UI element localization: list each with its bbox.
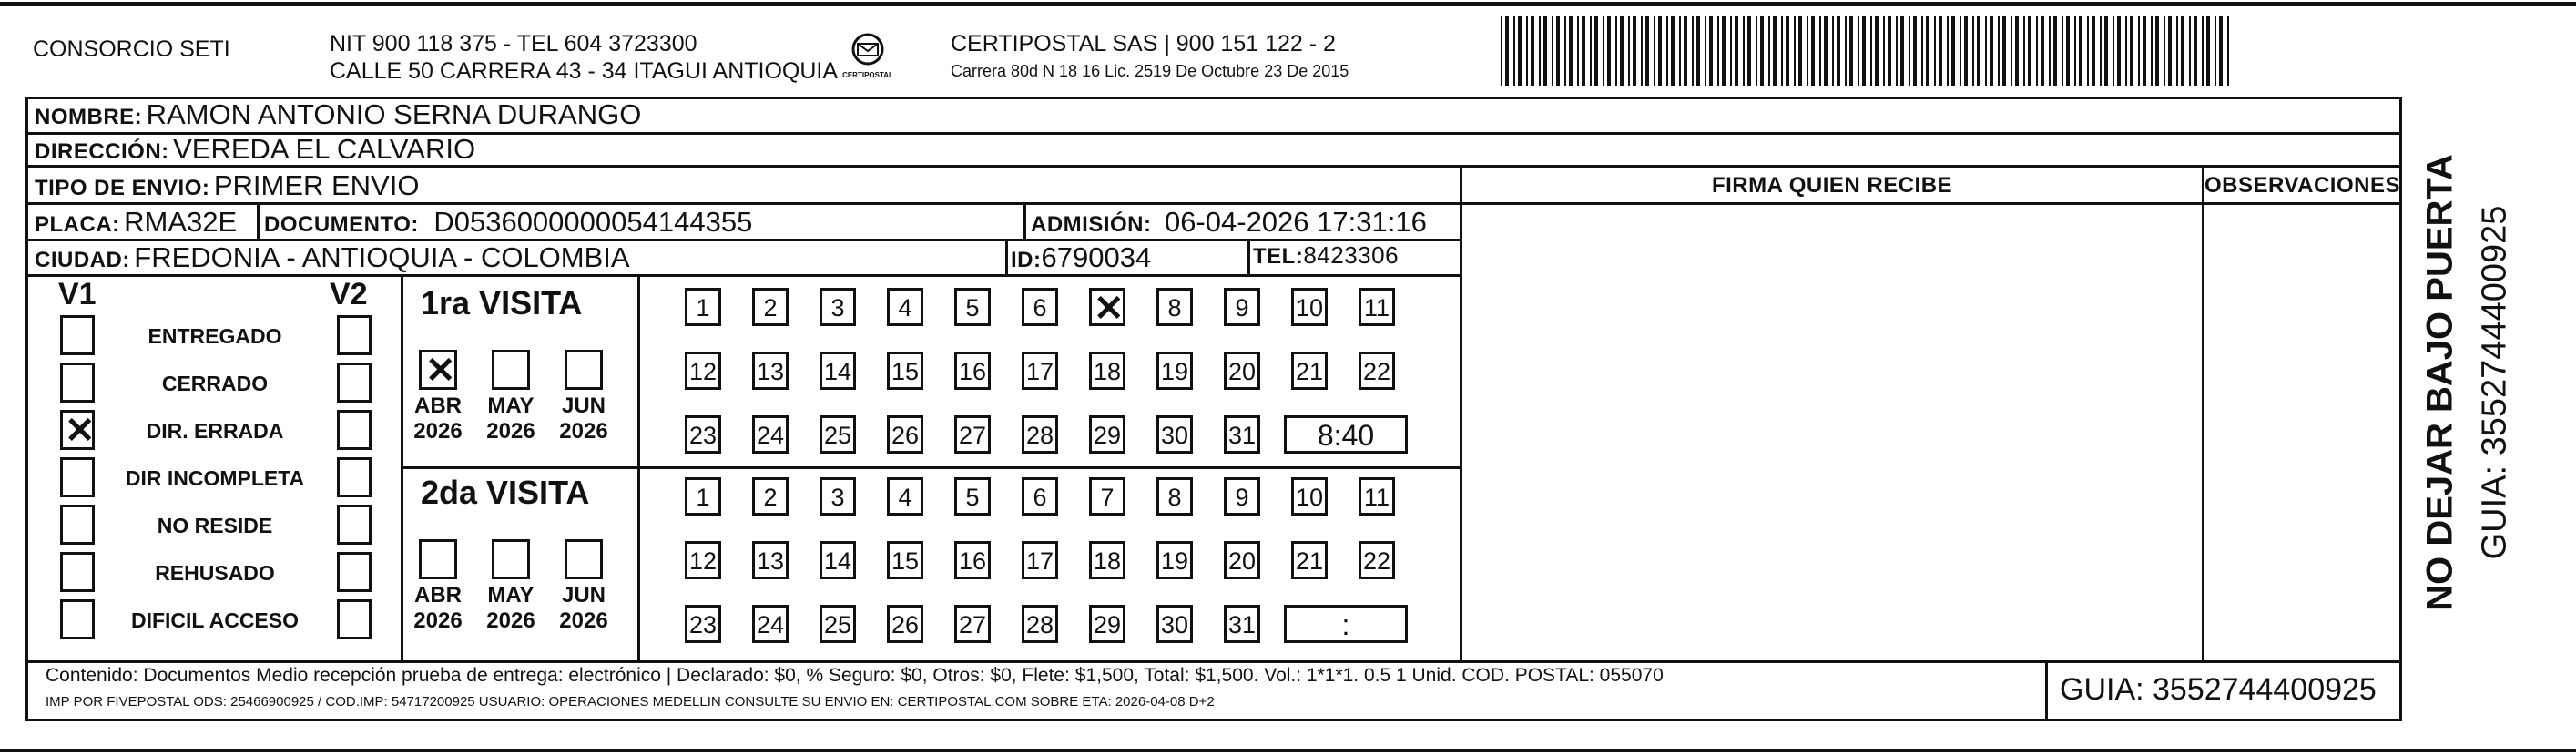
divider-tel xyxy=(1247,239,1250,274)
barcode-bar xyxy=(2176,16,2178,86)
day-box[interactable]: 26 xyxy=(887,415,923,454)
visit-1-title: 1ra VISITA xyxy=(421,284,583,322)
barcode-bar xyxy=(1526,16,1528,86)
year-label: 2026 xyxy=(486,608,535,633)
month-checkbox[interactable] xyxy=(492,350,530,390)
v2-checkbox[interactable] xyxy=(337,410,372,450)
barcode-bar xyxy=(1501,16,1502,86)
barcode-bar xyxy=(1692,16,1694,86)
status-label: ENTREGADO xyxy=(148,324,282,348)
barcode-bar xyxy=(2194,16,2197,86)
barcode-bar xyxy=(2074,16,2076,86)
barcode-bar xyxy=(1615,16,1617,86)
barcode-bar xyxy=(1858,16,1859,86)
month-label: JUN xyxy=(561,583,606,608)
day-box[interactable]: 13 xyxy=(752,352,789,390)
day-box[interactable]: 9 xyxy=(1224,288,1260,326)
barcode-bar xyxy=(1722,16,1726,86)
barcode-bar xyxy=(1696,16,1700,86)
day-box[interactable]: 20 xyxy=(1224,352,1260,390)
ciudad-value: FREDONIA - ANTIOQUIA - COLOMBIA xyxy=(134,241,630,273)
day-box[interactable]: 14 xyxy=(820,541,856,579)
barcode-bar xyxy=(2066,16,2070,86)
v1-checkbox[interactable] xyxy=(60,315,95,355)
firma-header: FIRMA QUIEN RECIBE xyxy=(1711,173,1953,198)
barcode-bar xyxy=(1947,16,1949,86)
day-box[interactable]: 26 xyxy=(887,605,923,643)
barcode-bar xyxy=(1896,16,1898,86)
day-box[interactable]: 4 xyxy=(887,477,923,516)
barcode-bar xyxy=(2164,16,2165,86)
barcode-bar xyxy=(2100,16,2102,86)
barcode-bar xyxy=(1862,16,1866,86)
documento-value: D0536000000054144355 xyxy=(433,206,753,238)
barcode xyxy=(1501,16,2229,86)
day-box[interactable]: 25 xyxy=(820,605,856,643)
day-box[interactable]: 28 xyxy=(1022,605,1058,643)
barcode-bar xyxy=(1939,16,1942,86)
barcode-bar xyxy=(1577,16,1579,86)
documento-label: DOCUMENTO: xyxy=(264,212,419,237)
barcode-bar xyxy=(2028,16,2031,86)
certipostal-line: CERTIPOSTAL SAS | 900 151 122 - 2 xyxy=(951,31,1336,56)
barcode-bar xyxy=(2219,16,2223,86)
license-line: Carrera 80d N 18 16 Lic. 2519 De Octubre 23 De 2015 xyxy=(951,62,1349,80)
day-box[interactable]: 29 xyxy=(1089,415,1125,454)
check-mark-icon: ✕ xyxy=(425,351,456,391)
side-guia: GUIA: 3552744400925 xyxy=(2475,205,2514,560)
barcode-bar xyxy=(2092,16,2095,86)
barcode-bar xyxy=(1773,16,1777,86)
barcode-bar xyxy=(2049,16,2051,86)
barcode-bar xyxy=(2189,16,2191,86)
barcode-bar xyxy=(1654,16,1655,86)
day-box[interactable]: 19 xyxy=(1156,352,1193,390)
barcode-bar xyxy=(2151,16,2153,86)
bottom-rule xyxy=(0,749,2576,752)
check-mark-icon: ✕ xyxy=(65,411,96,451)
year-label: 2026 xyxy=(486,419,535,444)
v1-checkbox[interactable] xyxy=(60,410,95,450)
v2-checkbox[interactable] xyxy=(337,315,372,355)
day-box[interactable]: 29 xyxy=(1089,605,1125,643)
day-box[interactable]: 1 xyxy=(685,288,721,326)
day-box[interactable]: 12 xyxy=(685,541,721,579)
barcode-bar xyxy=(1645,16,1649,86)
barcode-bar xyxy=(1807,16,1808,86)
day-box[interactable]: 2 xyxy=(752,288,789,326)
barcode-bar xyxy=(2041,16,2044,86)
time-field[interactable]: : xyxy=(1284,605,1408,643)
v2-checkbox[interactable] xyxy=(337,552,372,592)
v2-checkbox[interactable] xyxy=(337,457,372,497)
id-value: 6790034 xyxy=(1041,241,1152,273)
logo-text: CERTIPOSTAL xyxy=(842,71,893,79)
barcode-bar xyxy=(1735,16,1738,86)
barcode-bar xyxy=(1781,16,1783,86)
barcode-bar xyxy=(1849,16,1853,86)
barcode-bar xyxy=(1505,16,1509,86)
id-field xyxy=(1011,241,1151,274)
certipostal-logo xyxy=(836,31,900,84)
admision-label: ADMISIÓN: xyxy=(1031,212,1152,237)
v2-checkbox[interactable] xyxy=(337,363,372,403)
barcode-bar xyxy=(1717,16,1719,86)
barcode-bar xyxy=(1832,16,1834,86)
ciudad-label: CIUDAD: xyxy=(35,248,130,272)
barcode-bar xyxy=(2011,16,2012,86)
nit-line: NIT 900 118 375 - TEL 604 3723300 xyxy=(330,31,697,56)
day-box[interactable]: 20 xyxy=(1224,541,1260,579)
barcode-bar xyxy=(1633,16,1636,86)
barcode-bar xyxy=(1756,16,1757,86)
barcode-bar xyxy=(2138,16,2140,86)
barcode-bar xyxy=(1641,16,1643,86)
line-visits-divider xyxy=(401,466,1462,469)
nombre-field xyxy=(35,98,641,131)
barcode-bar xyxy=(2036,16,2038,86)
status-label: CERRADO xyxy=(161,372,269,395)
barcode-bar xyxy=(1582,16,1585,86)
admision-field xyxy=(1031,206,1427,239)
barcode-bar xyxy=(2202,16,2204,86)
barcode-bar xyxy=(2079,16,2082,86)
day-box[interactable]: 11 xyxy=(1359,477,1395,516)
month-label: ABR xyxy=(414,583,462,608)
v1-checkbox[interactable] xyxy=(60,599,95,639)
day-box[interactable]: 27 xyxy=(954,415,991,454)
status-label: NO RESIDE xyxy=(157,514,273,537)
barcode-bar xyxy=(1951,16,1955,86)
year-label: 2026 xyxy=(559,608,608,633)
barcode-bar xyxy=(1964,16,1968,86)
day-box[interactable]: 1 xyxy=(685,477,721,516)
day-box[interactable]: 14 xyxy=(820,352,856,390)
id-label: ID: xyxy=(1011,248,1042,272)
line-ciudad-bottom xyxy=(25,274,1462,277)
divider-firma xyxy=(1460,165,1462,660)
day-box[interactable]: 3 xyxy=(820,477,856,516)
tel-value: 8423306 xyxy=(1303,241,1400,269)
content-line: Contenido: Documentos Medio recepción prueba de entrega: electrónico | Declarado: $0, % Seguro: $0, Otros: $0, Flete: $1,500, Total: $1,500. Vol.: 1*1*1. 0.5 1 Unid. COD. POSTAL: 055070 xyxy=(46,665,1664,686)
day-box[interactable]: 8 xyxy=(1156,288,1193,326)
day-box[interactable]: 16 xyxy=(954,541,991,579)
day-box[interactable]: 17 xyxy=(1022,352,1058,390)
barcode-bar xyxy=(1603,16,1604,86)
month-label: MAY xyxy=(487,583,535,608)
day-box[interactable]: 3 xyxy=(820,288,856,326)
barcode-bar xyxy=(1658,16,1662,86)
year-label: 2026 xyxy=(559,419,608,444)
barcode-bar xyxy=(2206,16,2210,86)
day-box[interactable]: 11 xyxy=(1359,288,1395,326)
barcode-bar xyxy=(1926,16,1929,86)
v1-checkbox[interactable] xyxy=(60,505,95,545)
divider-observaciones xyxy=(2202,165,2204,660)
year-label: 2026 xyxy=(413,419,463,444)
day-box[interactable]: 17 xyxy=(1022,541,1058,579)
visit-2-title: 2da VISITA xyxy=(421,474,590,511)
barcode-bar xyxy=(1730,16,1732,86)
tipo-value: PRIMER ENVIO xyxy=(213,169,420,201)
day-box[interactable]: 21 xyxy=(1291,352,1328,390)
day-box[interactable]: 8 xyxy=(1156,477,1193,516)
barcode-bar xyxy=(1552,16,1553,86)
tipo-field xyxy=(35,169,419,202)
barcode-bar xyxy=(1913,16,1917,86)
line-tipo-bottom xyxy=(25,202,1462,205)
barcode-bar xyxy=(2002,16,2006,86)
day-box[interactable]: 2 xyxy=(752,477,789,516)
v1-header: V1 xyxy=(58,277,97,312)
day-box[interactable] xyxy=(1089,288,1125,329)
barcode-bar xyxy=(1518,16,1522,86)
v1-checkbox[interactable] xyxy=(60,552,95,592)
documento-field xyxy=(264,206,752,239)
direccion-value: VEREDA EL CALVARIO xyxy=(173,133,476,165)
day-box[interactable]: 22 xyxy=(1359,352,1395,390)
barcode-bar xyxy=(2104,16,2108,86)
v1-checkbox[interactable] xyxy=(60,363,95,403)
barcode-bar xyxy=(1888,16,1891,86)
day-box[interactable]: 13 xyxy=(752,541,789,579)
top-rule xyxy=(0,2,2576,6)
day-box[interactable]: 24 xyxy=(752,415,789,454)
barcode-bar xyxy=(1811,16,1815,86)
placa-field xyxy=(35,206,237,239)
barcode-bar xyxy=(1819,16,1821,86)
barcode-bar xyxy=(1921,16,1923,86)
day-box[interactable]: 23 xyxy=(685,415,721,454)
barcode-bar xyxy=(1977,16,1980,86)
day-box[interactable]: 19 xyxy=(1156,541,1193,579)
barcode-bar xyxy=(2015,16,2019,86)
day-box[interactable]: 30 xyxy=(1156,605,1193,643)
day-box[interactable]: 21 xyxy=(1291,541,1328,579)
status-label: DIR INCOMPLETA xyxy=(125,466,305,490)
address-line: CALLE 50 CARRERA 43 - 34 ITAGUI ANTIOQUIA xyxy=(330,58,839,84)
day-box[interactable]: 16 xyxy=(954,352,991,390)
day-box[interactable]: 10 xyxy=(1291,477,1328,516)
barcode-bar xyxy=(2087,16,2089,86)
barcode-bar xyxy=(1768,16,1770,86)
barcode-bar xyxy=(1883,16,1885,86)
barcode-bar xyxy=(2143,16,2146,86)
status-label: REHUSADO xyxy=(155,561,275,585)
ciudad-field xyxy=(35,241,630,274)
barcode-bar xyxy=(2168,16,2172,86)
placa-value: RMA32E xyxy=(124,206,238,238)
barcode-bar xyxy=(1824,16,1828,86)
barcode-bar xyxy=(2181,16,2184,86)
barcode-bar xyxy=(1594,16,1598,86)
day-box[interactable]: 18 xyxy=(1089,352,1125,390)
month-checkbox[interactable] xyxy=(565,350,603,390)
month-label: MAY xyxy=(487,393,535,418)
barcode-bar xyxy=(1934,16,1936,86)
barcode-bar xyxy=(1794,16,1796,86)
barcode-bar xyxy=(1543,16,1547,86)
barcode-bar xyxy=(2227,16,2229,86)
barcode-bar xyxy=(2117,16,2121,86)
barcode-bar xyxy=(1998,16,2000,86)
day-box[interactable]: 15 xyxy=(887,541,923,579)
day-box[interactable]: 6 xyxy=(1022,288,1058,326)
company-name: CONSORCIO SETI xyxy=(33,36,230,62)
barcode-bar xyxy=(1786,16,1789,86)
placa-label: PLACA: xyxy=(35,212,120,237)
barcode-bar xyxy=(1620,16,1624,86)
divider-guia xyxy=(2045,660,2048,721)
barcode-bar xyxy=(1747,16,1751,86)
day-box[interactable]: 23 xyxy=(685,605,721,643)
day-box[interactable]: 31 xyxy=(1224,415,1260,454)
barcode-bar xyxy=(1875,16,1879,86)
day-box[interactable]: 24 xyxy=(752,605,789,643)
v2-header: V2 xyxy=(330,277,368,312)
divider-id xyxy=(1005,239,1008,274)
barcode-bar xyxy=(1709,16,1713,86)
month-label: JUN xyxy=(561,393,606,418)
guia-footer: GUIA: 3552744400925 xyxy=(2060,672,2377,707)
direccion-label: DIRECCIÓN: xyxy=(35,139,169,164)
barcode-bar xyxy=(1564,16,1566,86)
barcode-bar xyxy=(1837,16,1840,86)
day-box[interactable]: 31 xyxy=(1224,605,1260,643)
barcode-bar xyxy=(1798,16,1802,86)
month-checkbox[interactable] xyxy=(419,350,457,390)
barcode-bar xyxy=(2053,16,2057,86)
barcode-bar xyxy=(1539,16,1541,86)
day-box[interactable]: 28 xyxy=(1022,415,1058,454)
month-checkbox[interactable] xyxy=(565,539,603,579)
barcode-bar xyxy=(1556,16,1560,86)
barcode-bar xyxy=(1972,16,1974,86)
day-box[interactable]: 30 xyxy=(1156,415,1193,454)
barcode-bar xyxy=(1990,16,1993,86)
day-box[interactable]: 5 xyxy=(954,477,991,516)
barcode-bar xyxy=(1671,16,1675,86)
barcode-bar xyxy=(1684,16,1687,86)
day-box[interactable]: 9 xyxy=(1224,477,1260,516)
admision-value: 06-04-2026 17:31:16 xyxy=(1164,206,1427,238)
day-box[interactable]: 22 xyxy=(1359,541,1395,579)
day-box[interactable]: 27 xyxy=(954,605,991,643)
barcode-bar xyxy=(1513,16,1515,86)
day-box[interactable]: 15 xyxy=(887,352,923,390)
barcode-bar xyxy=(1985,16,1987,86)
tel-field xyxy=(1253,241,1399,270)
direccion-field xyxy=(35,133,475,166)
day-box[interactable]: 25 xyxy=(820,415,856,454)
tipo-label: TIPO DE ENVIO: xyxy=(35,176,210,200)
barcode-bar xyxy=(1569,16,1573,86)
barcode-bar xyxy=(2023,16,2025,86)
barcode-bar xyxy=(2215,16,2216,86)
day-box[interactable]: 5 xyxy=(954,288,991,326)
barcode-bar xyxy=(2062,16,2063,86)
time-field[interactable]: 8:40 xyxy=(1284,415,1408,454)
status-label: DIR. ERRADA xyxy=(146,419,284,443)
day-box[interactable]: 12 xyxy=(685,352,721,390)
barcode-bar xyxy=(1666,16,1668,86)
observaciones-header: OBSERVACIONES xyxy=(2204,173,2400,198)
check-mark-icon: ✕ xyxy=(1094,289,1125,329)
barcode-bar xyxy=(1607,16,1611,86)
imp-line: IMP POR FIVEPOSTAL ODS: 25466900925 / COD.IMP: 54717200925 USUARIO: OPERACIONES MEDELLIN CONSULTE SU ENVIO EN: CERTIPOSTAL.COM SOBRE ETA: 2026-04-08 D+2 xyxy=(46,694,1215,710)
barcode-bar xyxy=(1679,16,1681,86)
nombre-value: RAMON ANTONIO SERNA DURANGO xyxy=(146,98,642,130)
month-label: ABR xyxy=(414,393,462,418)
tel-label: TEL: xyxy=(1253,244,1304,269)
barcode-bar xyxy=(1960,16,1961,86)
status-label: DIFICIL ACCESO xyxy=(130,608,299,632)
barcode-bar xyxy=(1705,16,1706,86)
divider-documento xyxy=(257,202,260,239)
barcode-bar xyxy=(2113,16,2114,86)
v1-checkbox[interactable] xyxy=(60,457,95,497)
day-box[interactable]: 18 xyxy=(1089,541,1125,579)
barcode-bar xyxy=(1870,16,1872,86)
barcode-bar xyxy=(2155,16,2159,86)
barcode-bar xyxy=(2130,16,2133,86)
v2-checkbox[interactable] xyxy=(337,599,372,639)
month-checkbox[interactable] xyxy=(492,539,530,579)
barcode-bar xyxy=(1531,16,1534,86)
day-box[interactable]: 6 xyxy=(1022,477,1058,516)
barcode-bar xyxy=(2125,16,2127,86)
v2-checkbox[interactable] xyxy=(337,505,372,545)
line-firma-header xyxy=(1462,202,2402,205)
day-box[interactable]: 10 xyxy=(1291,288,1328,326)
barcode-bar xyxy=(1909,16,1910,86)
barcode-bar xyxy=(1743,16,1745,86)
barcode-bar xyxy=(1900,16,1904,86)
day-box[interactable]: 7 xyxy=(1089,477,1125,516)
barcode-bar xyxy=(1760,16,1764,86)
divider-admision xyxy=(1023,202,1026,239)
barcode-bar xyxy=(1628,16,1630,86)
no-dejar-bajo-puerta: NO DEJAR BAJO PUERTA xyxy=(2419,154,2460,611)
month-checkbox[interactable] xyxy=(419,539,457,579)
year-label: 2026 xyxy=(413,608,463,633)
barcode-bar xyxy=(1590,16,1592,86)
barcode-bar xyxy=(1845,16,1847,86)
nombre-label: NOMBRE: xyxy=(35,105,143,129)
day-box[interactable]: 4 xyxy=(887,288,923,326)
